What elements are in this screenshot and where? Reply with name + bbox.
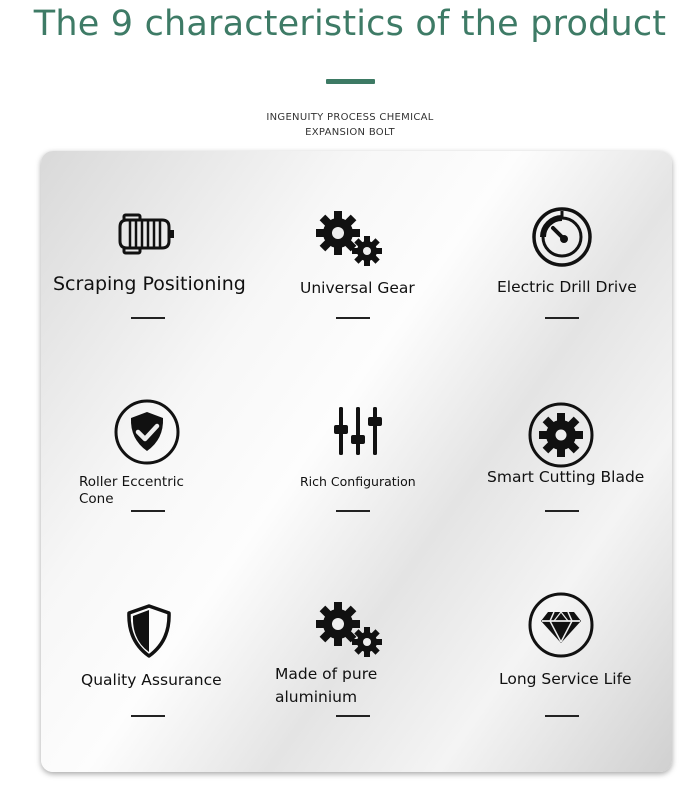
- feature-label-line-2: aluminium: [275, 688, 358, 706]
- feature-divider: [545, 317, 579, 319]
- feature-divider: [336, 510, 370, 512]
- feature-divider: [131, 317, 165, 319]
- shield-icon: [125, 603, 173, 659]
- gauge-icon: [531, 206, 593, 268]
- feature-divider: [336, 317, 370, 319]
- sliders-icon: [334, 405, 382, 457]
- feature-label-line-1: Roller Eccentric: [79, 474, 184, 490]
- feature-label-line-1: Made of pure: [275, 665, 378, 683]
- diamond-icon: [528, 592, 594, 658]
- motor-icon: [118, 211, 176, 257]
- feature-label-roller-eccentric-cone: [79, 474, 184, 508]
- cog-icon: [528, 402, 594, 468]
- feature-divider: [545, 510, 579, 512]
- feature-label-scraping-positioning: Scraping Positioning: [53, 273, 246, 295]
- feature-label-made-of-pure-aluminium: [275, 663, 377, 709]
- feature-divider: [336, 715, 370, 717]
- feature-divider: [131, 510, 165, 512]
- gears-icon: [316, 600, 386, 660]
- feature-label-rich-configuration: Rich Configuration: [300, 474, 416, 489]
- feature-label-electric-drill-drive: Electric Drill Drive: [497, 278, 637, 296]
- feature-label-universal-gear: Universal Gear: [300, 279, 415, 297]
- subtitle-line-2: EXPANSION BOLT: [305, 127, 395, 138]
- title-underline: [326, 79, 375, 84]
- page-subtitle: [0, 110, 700, 140]
- feature-label-smart-cutting-blade: Smart Cutting Blade: [487, 468, 645, 486]
- feature-label-line-2: Cone: [79, 491, 114, 507]
- feature-divider: [545, 715, 579, 717]
- gears-icon: [316, 209, 386, 269]
- subtitle-line-1: INGENUITY PROCESS CHEMICAL: [266, 112, 434, 123]
- shield-check-icon: [114, 399, 180, 465]
- feature-divider: [131, 715, 165, 717]
- page-title: The 9 characteristics of the product: [33, 4, 667, 44]
- feature-label-quality-assurance: Quality Assurance: [81, 671, 222, 689]
- feature-label-long-service-life: Long Service Life: [499, 670, 632, 688]
